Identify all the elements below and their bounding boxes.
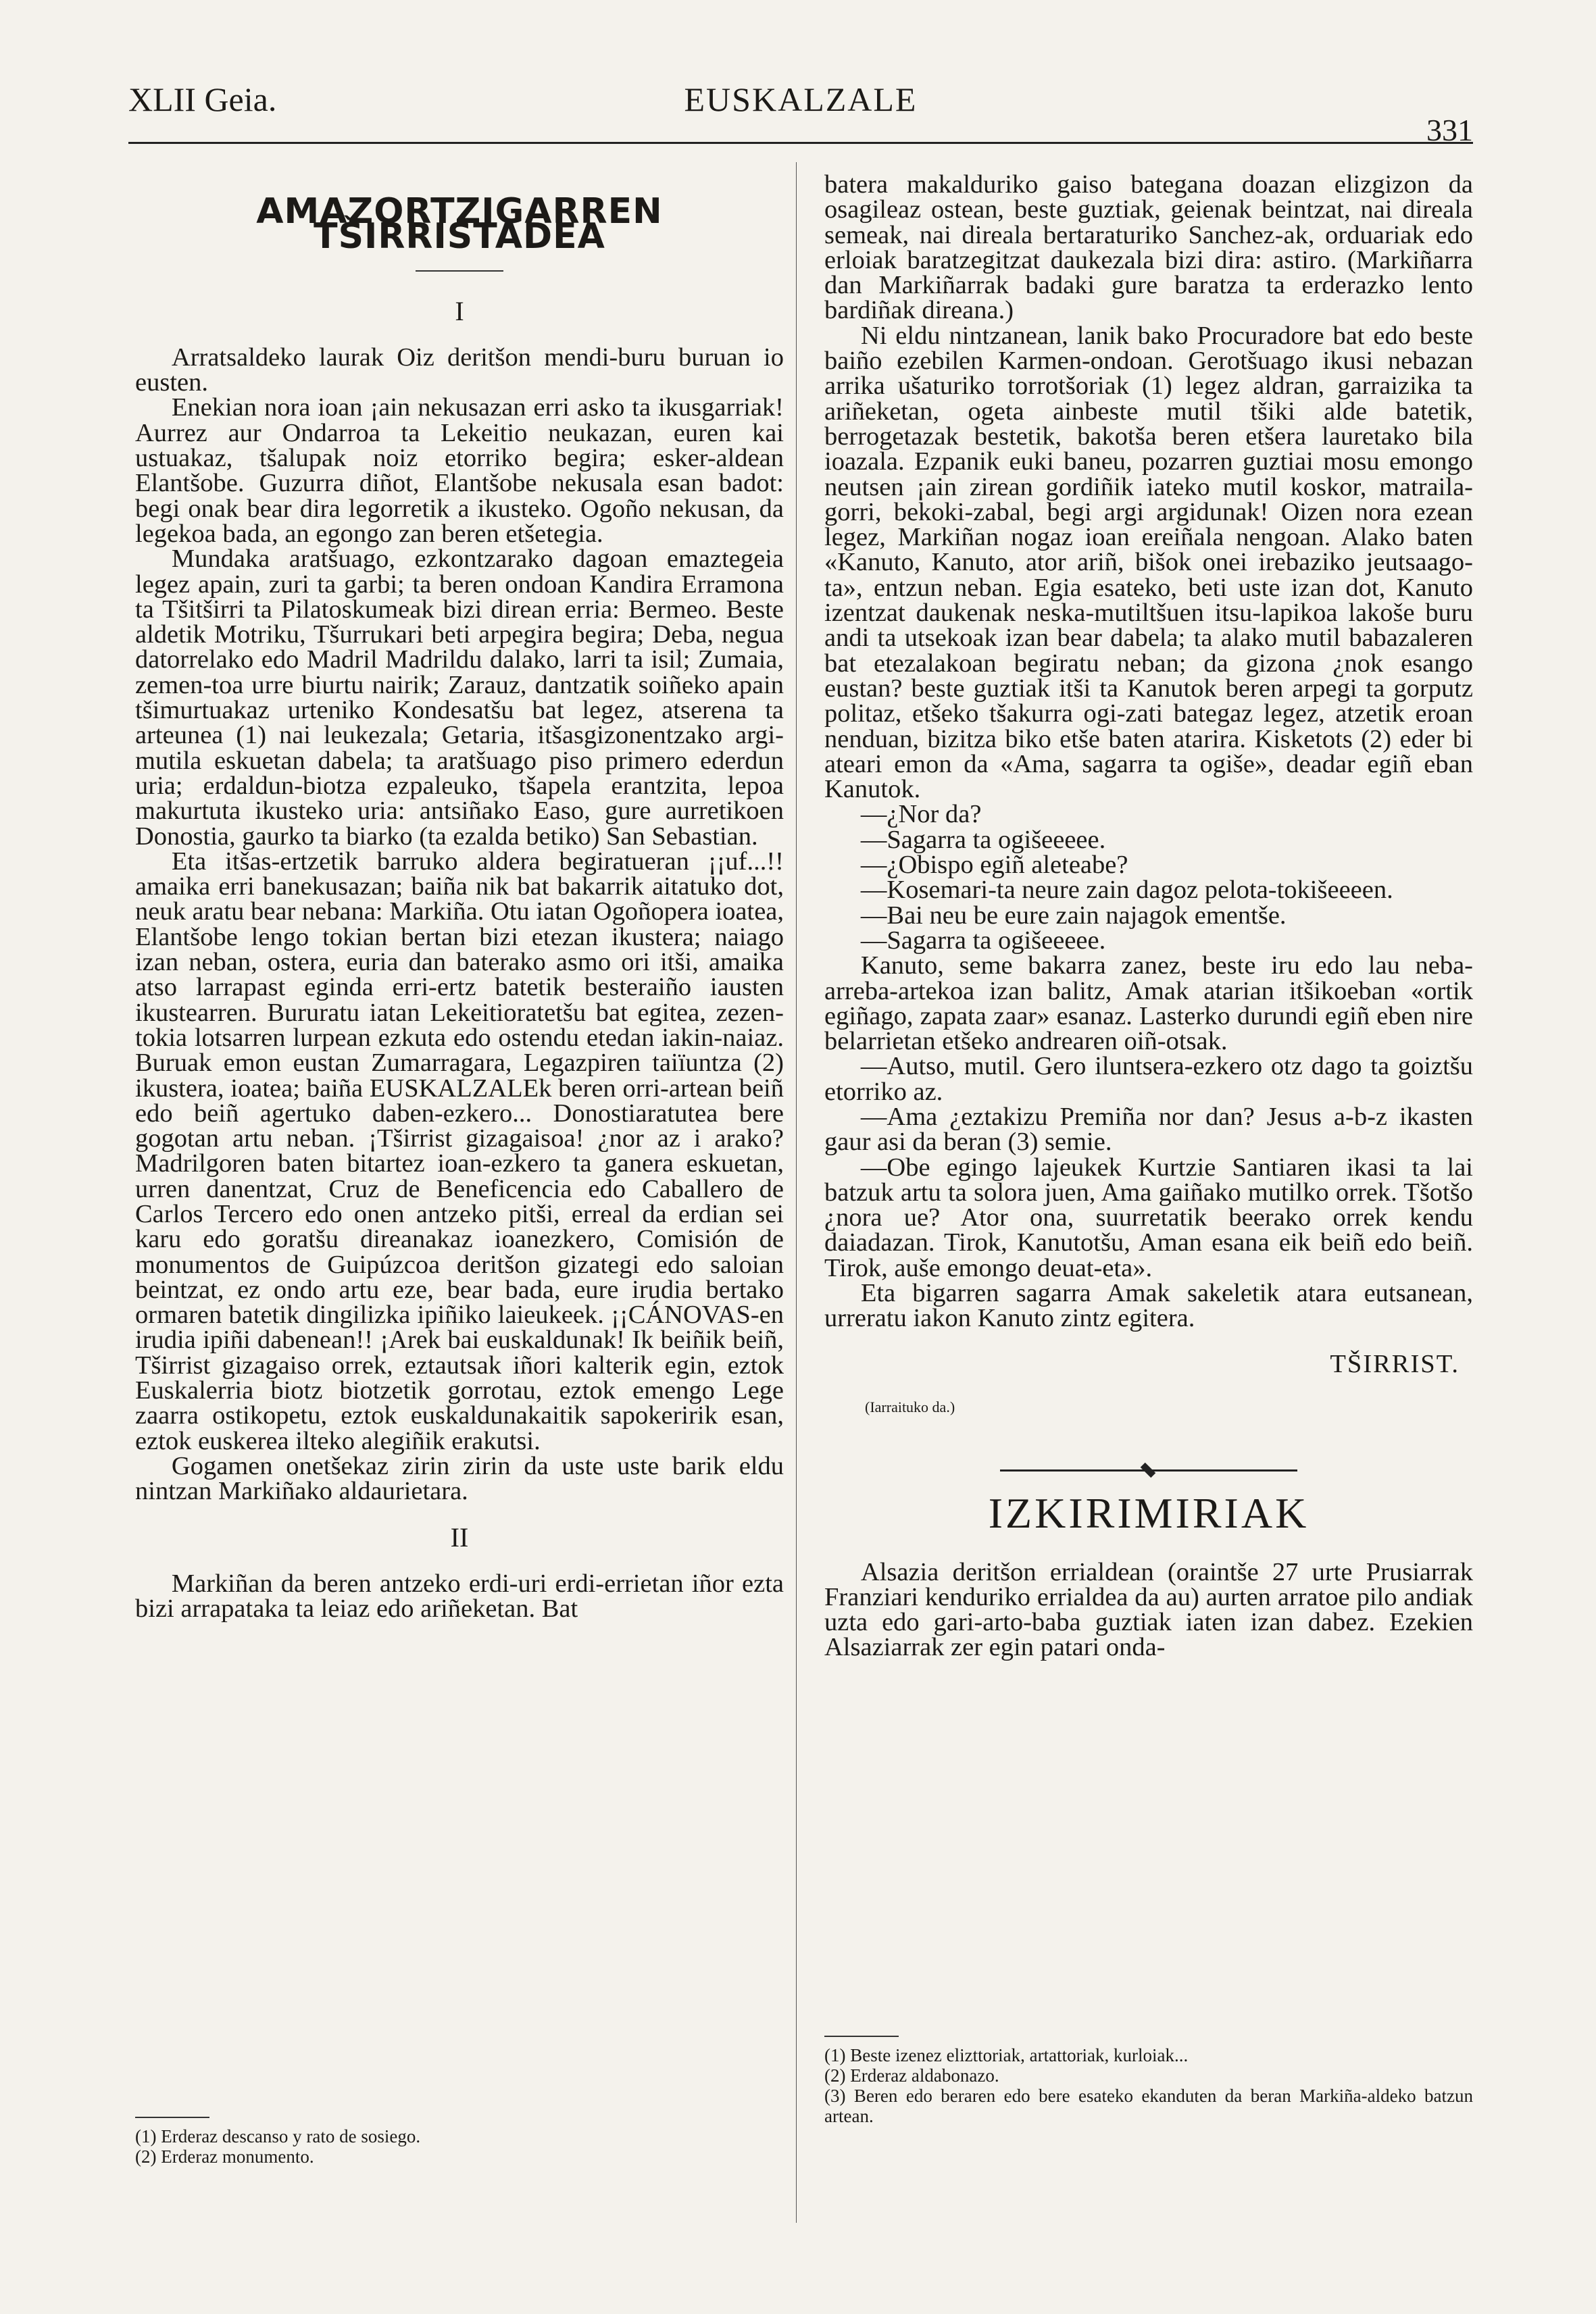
paragraph: —Obe egingo lajeukek Kurtzie Santiaren ikasi ta lai batzuk artu ta solora juen, Ama gaiñako mutilko orrek. Tšotšo ¿nora ue? Ator ona, suurretatik beerako orrek kendu daiadazan. Tirok, Kanutotšu, Aman esana eik beiñ edo beiñ. Tirok, auše emongo deuat-eta». (824, 1153, 1473, 1282)
article-title: AMAZORTZIGARREN TŠIRRISTADEA (256, 191, 663, 257)
section-numeral-1: I (455, 295, 464, 326)
volume-label: XLII Geia. (128, 80, 277, 118)
footnote-rule (135, 2117, 209, 2118)
dialogue-line: —Bai neu be eure zain najagok ementše. (860, 901, 1287, 930)
paragraph: Mundaka aratšuago, ezkontzarako dagoan emaztegeia legez apain, zuri ta garbi; ta beren ondoan Kandira Erramona ta Tšitširri ta Pilatoskumeak bizi direan erria: Bermeo. Beste aldetik Motriku, Tšurrukari beti arpegira begira; Deba, negua datorrelako edo Madril Madrildu dalako, larri ta isil; Zumaia, zemen-toa urre biurtu nairik; Zarauz, dantzatik soiñeko apain tšimurtuakaz urteniko Kondesatšu bat legez, atserena ta arteunea (1) nai leukezala; Getaria, itšasgizonentzako argi-mutila eskuetan dabela; ta aratšuago piso primero ederdun uria; erdaldun-biotza ezpaleuko, tšapela erantzita, lepoa makurtuta ikusteko uria: antsiñako Easo, gure aurretikoen Donostia, gaurko ta biarko (ta ezalda betiko) San Sebastian. (135, 545, 784, 851)
dialogue-line: —¿Obispo egiñ aleteabe? (860, 851, 1128, 880)
dialogue-line: —Sagarra ta ogišeeeee. (860, 825, 1106, 854)
page-number: 331 (1426, 113, 1473, 147)
continuation-note: (Iarraituko da.) (865, 1398, 955, 1415)
paragraph: —Autso, mutil. Gero iluntsera-ezkero otz dago ta goiztšu etorriko az. (824, 1052, 1473, 1106)
paragraph: Gogamen onetšekaz zirin zirin da uste uste barik eldu nintzan Markiñako aldaurietara. (135, 1451, 784, 1506)
running-header (128, 80, 1473, 147)
footnote-rule (824, 2036, 899, 2037)
paragraph: Eta bigarren sagarra Amak sakeletik atara eutsanean, urreratu iakon Kanuto zintz egitera. (824, 1279, 1473, 1333)
dialogue-line: —Kosemari-ta neure zain dagoz pelota-tokišeeeen. (860, 876, 1393, 905)
footnote: (2) Erderaz aldabonazo. (824, 2065, 999, 2086)
footnote: (3) Beren edo beraren edo bere esateko ekanduten da beran Markiña-aldeko batzun artean. (824, 2086, 1473, 2126)
dialogue-line: —Sagarra ta ogišeeeee. (860, 926, 1106, 955)
paragraph: Enekian nora ioan ¡ain nekusazan erri asko ta ikusgarriak! Aurrez aur Ondarroa ta Lekeitio neukazan, euren kai ustuakaz, tšalupak noiz etorriko begira; esker-aldean Elantšobe. Guzurra diñot, Elantšobe nekusala esan badot: begi onak bear dira legorretik a ikusteko. Ogoño nekusan, da legekoa bada, an egongo zan beren etšetegia. (135, 393, 784, 548)
footnote: (1) Beste izenez elizttoriak, artattoriak, kurloiak... (824, 2045, 1189, 2065)
paragraph: Alsazia deritšon errialdean (oraintše 27 urte Prusiarrak Franziari kenduriko errialdea da au) aurten arratoe pilo andiak uzta edo gari-arto-baba guztiak iaten izan dabez. Ezekien Alsaziarrak zer egin patari onda- (824, 1557, 1473, 1662)
paragraph: Arratsaldeko laurak Oiz deritšon mendi-buru buruan io eusten. (135, 343, 784, 397)
footnotes-right (824, 2036, 1473, 2126)
header-rule (128, 142, 1473, 144)
section-numeral-2: II (450, 1521, 469, 1553)
footnote: (2) Erderaz monumento. (135, 2146, 314, 2167)
paragraph: Kanuto, seme bakarra zanez, beste iru edo lau neba-arreba-artekoa izan balitz, Amak atarian itšikoeban «ortik egiñago, zapata zaar» esanaz. Lasterko durundi egiñ eben nire belarrietan etšeko andrearen oiñ-otsak. (824, 951, 1473, 1056)
column-divider (796, 162, 797, 2223)
title-rule (416, 270, 503, 272)
section-heading: IZKIRIMIRIAK (988, 1489, 1310, 1538)
left-column (135, 172, 784, 1624)
footnote: (1) Erderaz descanso y rato de sosiego. (135, 2126, 421, 2146)
author-signature: TŠIRRIST. (1330, 1349, 1460, 1378)
ornamental-rule (824, 1460, 1473, 1480)
journal-title: EUSKALZALE (684, 80, 918, 118)
dialogue-line: —¿Nor da? (860, 800, 982, 829)
paragraph: Eta itšas-ertzetik barruko aldera begiratueran ¡¡uf...!! amaika erri banekusazan; baiña nik bat bakarrik aitatuko dot, neuk aratu bear nebana: Markiña. Otu iatan Ogoñopera ioatea, Elantšobe lengo tokian bertan bizi etezan ikustera; naiago izan neban, ostera, euria dan baterako asmo ori itši, amaika atso larrapast eginda erri-ertz batetik besteraiño iausten ikustearren. Bururatu iatan Lekeitioratetšu bat egitea, zezen-tokia lotsarren lurpean ezkuta edo ostendu etedan iakin-naiaz. Buruak emon eustan Zumarragara, Legazpiren taiïuntza (2) ikustera, ioatea; baiña EUSKALZALEk beren orri-artean beiñ edo beiñ agertuko daben-ezkero... Donostiaratutea bere gogotan artu neban. ¡Tširrist gizagaisoa! ¿nor az i arako? Madrilgoren baten bitartez ioan-ezkero ta ganera eskuetan, urren danentzat, Cruz de Beneficencia edo Caballero de Carlos Tercero edo onen antzeko pitši, erreal da erdian sei karu edo goratšu direanakaz ioanezkero, Comisión de monumentos de Guipúzcoa deritšon gizategi edo saloian beintzat, ez ondo artu eze, bear bada, eure irudia bertako ormaren batetik dingilizka ipiñiko laieukeek. ¡¡CÁNOVAS-en irudia ipiñi dabenean!! ¡Arek bai euskaldunak! Ik beiñik beiñ, Tširrist gizagaiso orrek, eztautsak iñori kalterik egin, eztok Euskalerria biotz biotzetik gorrotau, eztok emengo Lege zaarra ostikopetu, eztok euskaldunakaitik sapokeririk esan, eztok euskerea ilteko alegiñik erakutsi. (135, 847, 784, 1455)
paragraph: batera makalduriko gaiso bategana doazan elizgizon da osagileaz ostean, beste guztiak, geienak beintzat, nai direala semeak, nai direala bertaraturiko Sanchez-ak, orduariak edo erloiak baratzegitzat daukezala bizi dira: astiro. (Markiñarra dan Markiñarrak badaki gure baratza ta erderazko lento bardiñak direana.) (824, 170, 1473, 325)
right-column (824, 172, 1473, 1661)
paragraph: Ni eldu nintzanean, lanik bako Procuradore bat edo beste baiño ezebilen Karmen-ondoan. Gerotšuago ikusi nebazan arrika ušaturiko torrotšoriak (1) legez aldran, garraizika ta ariñeketan, ogeta ainbeste mutil tšiki alde batetik, berrogetazak bestetik, bakotša beren etšera lauretako bila ioazala. Ezpanik euki baneu, pozarren guztiai mosu emongo neutsen ¡ain zirean gordiñik iateko mutil koskor, matraila-gorri, bekoki-zabal, begi argi argidunak! Oizen nora ezean legez, Markiñan nogaz ioan ereiñala nengoan. Alako baten «Kanuto, Kanuto, ator ariñ, bišok onei irebaziko jeutsaago-ta», entzun neban. Egia esateko, beti uste izan dot, Kanuto izentzat daukenak neska-mutiltšuen itsu-lapikoa lakoše buru andi ta utsekoak izan bear dabela; ta alako mutil babazaleren bat etezalakoan begiratu neban; da gizona ¿nok esango eustan? beste guztiak itši ta Kanutok beren arpegi ta gorputz politaz, etšeko tšakurra ogi-zati bategaz legez, atzetik eroan nenduan, bizitza biko etše baten atarira. Kisketots (2) eder bi ateari emon da «Ama, sagarra ta ogiše», deadar egiñ eban Kanutok. (824, 321, 1473, 804)
paragraph: —Ama ¿eztakizu Premiña nor dan? Jesus a-b-z ikasten gaur asi da beran (3) semie. (824, 1102, 1473, 1157)
footnotes-left (135, 2117, 784, 2167)
paragraph: Markiñan da beren antzeko erdi-uri erdi-errietan iñor ezta bizi arrapataka ta leiaz edo ariñeketan. Bat (135, 1569, 784, 1624)
